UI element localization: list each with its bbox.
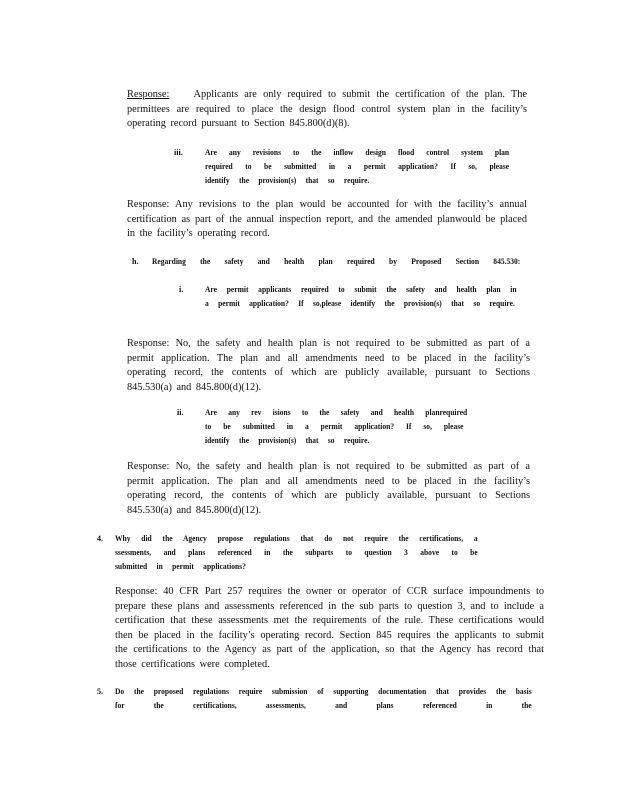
item-h-i-question: Are permit applicants required to submit the safety and health plan in a permit application? If so,please identify the provision(s) that so require.	[205, 285, 517, 308]
response-1	[127, 88, 527, 132]
item-iii-marker: iii.	[174, 148, 183, 157]
item-h-ii-line-2: to be submitted in a permit application? If so, please	[205, 422, 464, 431]
question-4: Why did the Agency propose regulations that do not require the certifications, a ssessments, and plans referenced in the subparts to question 3 above to be submitted in permit applications?	[115, 534, 478, 571]
question-4-marker: 4.	[97, 534, 104, 543]
item-h-heading: Regarding the safety and health plan required by Proposed Section 845.530:	[152, 257, 521, 266]
item-h-marker: h.	[132, 257, 139, 266]
item-h-ii-marker: ii.	[177, 408, 184, 417]
item-h-ii-line-1: Are any rev isions to the safety and health planrequired	[205, 408, 468, 417]
response-4: Response: No, the safety and health plan is not required to be submitted as part of a permit application. The plan and all amendments need to be placed in the facility’s operating record, the contents of which are publicly available, pursuant to Sections 845.530(a) and 845.800(d)(12).	[127, 461, 530, 516]
response-2: Response: Any revisions to the plan would be accounted for with the facility’s annual certification as part of the annual inspection report, and the amended planwould be placed in the facility’s operating record.	[127, 199, 527, 239]
item-h-i-marker: i.	[179, 285, 184, 294]
item-h-ii-question	[205, 406, 467, 448]
question-5-marker: 5.	[97, 687, 104, 696]
item-iii-question: Are any revisions to the inflow design flood control system plan required to be submitted in a permit application? If so, please identify the provision(s) that so require.	[205, 148, 510, 185]
question-5: Do the proposed regulations require submission of supporting documentation that provides the basis for the certifications, assessments, and plans referenced in the	[115, 687, 532, 710]
response-3: Response: No, the safety and health plan is not required to be submitted as part of a permit application. The plan and all amendments need to be placed in the facility’s operating record, the contents of which are publicly available, pursuant to Sections 845.530(a) and 845.800(d)(12).	[127, 338, 530, 393]
response-1-label: Response:	[127, 89, 170, 100]
response-5: Response: 40 CFR Part 257 requires the owner or operator of CCR surface impoundments to prepare these plans and assessments referenced in the sub parts to question 3, and to include a certification that these assessments met the requirements of the rule. These certifications would then be placed in the facility’s operating record. Section 845 requires the applicants to submit the certifications to the Agency as part of the application, so that the Agency has record that those certifications were completed.	[115, 586, 544, 670]
response-1-text: Applicants are only required to submit the certification of the plan. The permittees are required to place the design flood control system plan in the facility’s operating record pursuant to Section 845.800(d)(8).	[127, 89, 527, 129]
item-h-ii-line-3: identify the provision(s) that so require.	[205, 436, 370, 445]
